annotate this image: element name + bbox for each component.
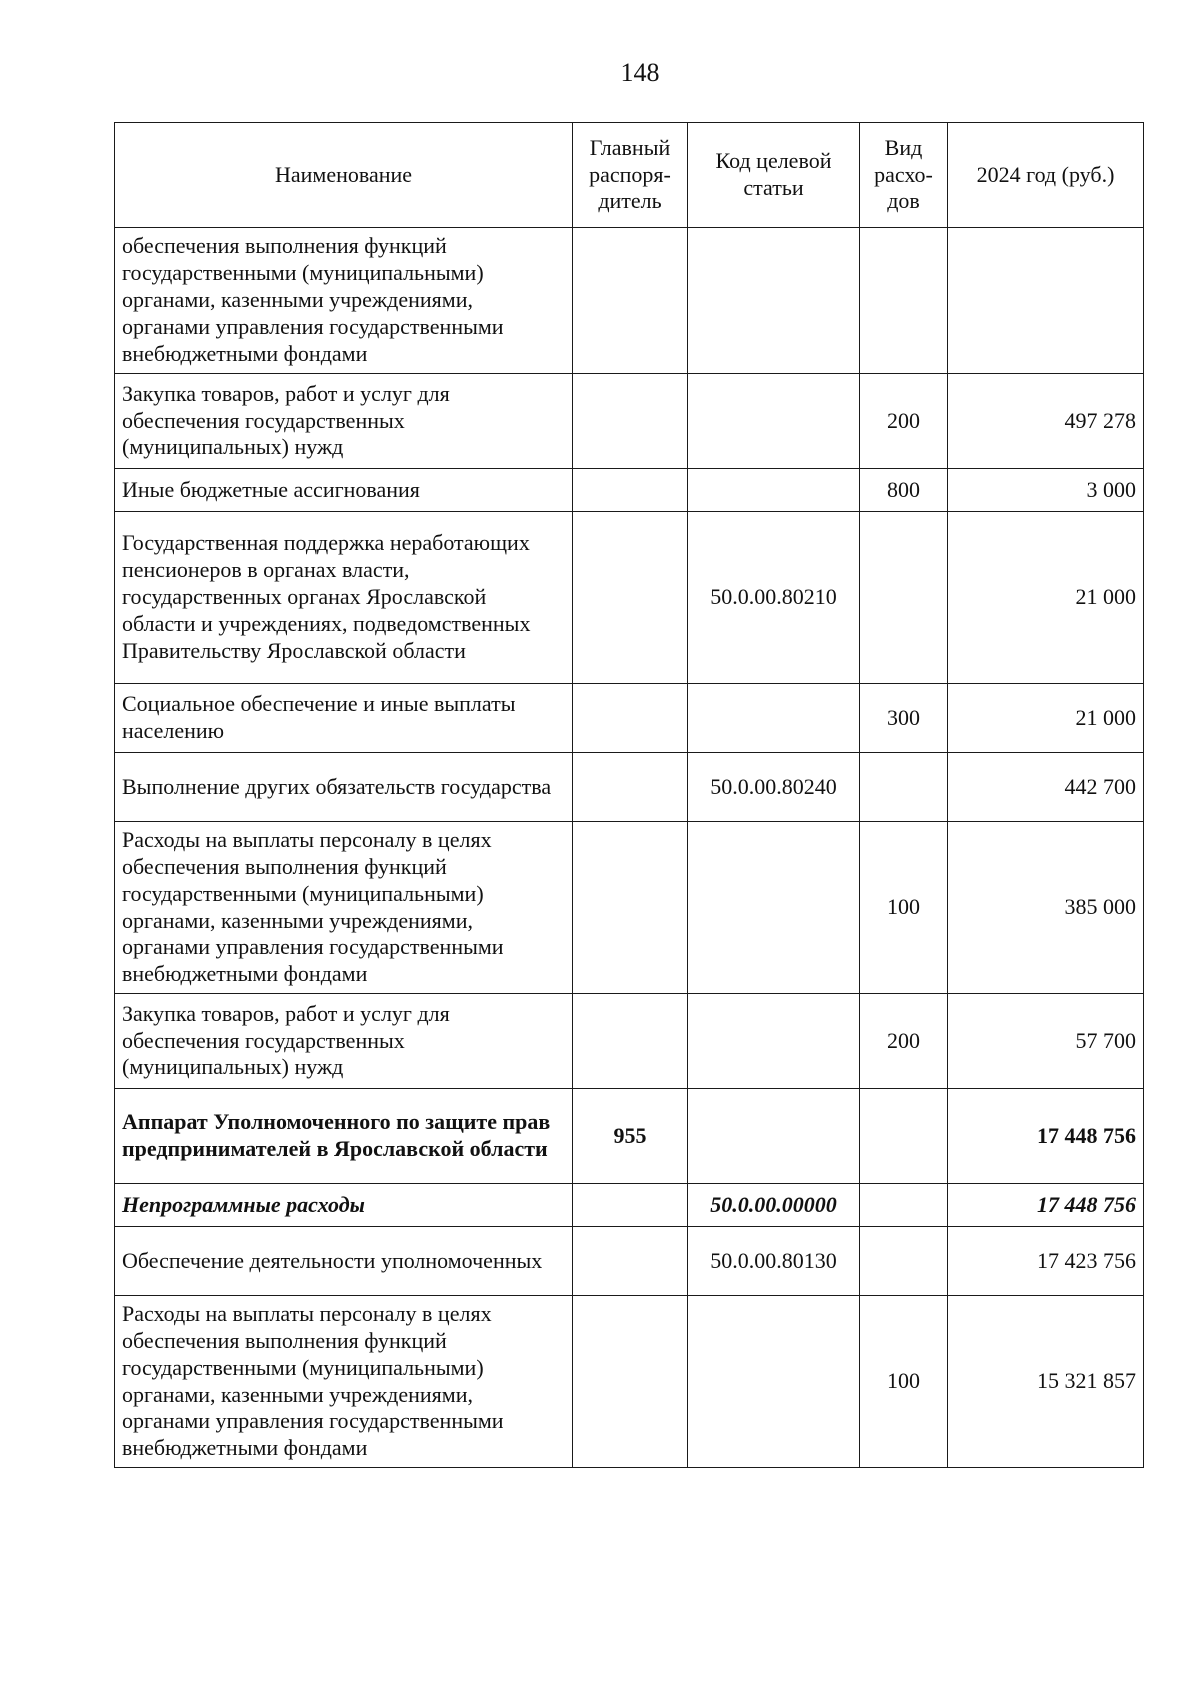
cell-name: Закупка товаров, работ и услуг для обеспечения государственных (муниципальных) нужд — [115, 374, 573, 469]
cell-expense-type — [860, 228, 948, 374]
cell-main-manager — [573, 374, 688, 469]
cell-main-manager — [573, 1296, 688, 1468]
cell-expense-type: 300 — [860, 684, 948, 753]
cell-name: Расходы на выплаты персоналу в целях обеспечения выполнения функций государственными (муниципальными) органами, казенными учреждениями, органами управления государственными внебюджетными фондами — [115, 822, 573, 994]
cell-expense-type: 100 — [860, 1296, 948, 1468]
table-row — [115, 1184, 1144, 1227]
cell-main-manager — [573, 469, 688, 512]
budget-table — [114, 122, 1144, 1468]
table-row — [115, 753, 1144, 822]
header-row — [115, 123, 1144, 228]
cell-amount: 385 000 — [948, 822, 1144, 994]
cell-expense-type: 200 — [860, 994, 948, 1089]
cell-main-manager — [573, 822, 688, 994]
cell-main-manager — [573, 753, 688, 822]
table-header — [115, 123, 1144, 228]
cell-target-code — [688, 822, 860, 994]
table-row — [115, 684, 1144, 753]
header-main-manager: Главный распоря-дитель — [573, 123, 688, 228]
header-name: Наименование — [115, 123, 573, 228]
cell-name: Непрограммные расходы — [115, 1184, 573, 1227]
header-year-amount: 2024 год (руб.) — [948, 123, 1144, 228]
table-body — [115, 228, 1144, 1468]
cell-amount: 3 000 — [948, 469, 1144, 512]
cell-expense-type — [860, 512, 948, 684]
cell-amount: 497 278 — [948, 374, 1144, 469]
cell-expense-type — [860, 753, 948, 822]
cell-amount: 17 448 756 — [948, 1184, 1144, 1227]
table-row — [115, 512, 1144, 684]
cell-target-code — [688, 684, 860, 753]
cell-main-manager — [573, 684, 688, 753]
table-row — [115, 994, 1144, 1089]
cell-name: Государственная поддержка неработающих пенсионеров в органах власти, государственных органах Ярославской области и учреждениях, подведомственных Правительству Ярославской области — [115, 512, 573, 684]
cell-target-code — [688, 374, 860, 469]
cell-main-manager — [573, 228, 688, 374]
cell-name: Социальное обеспечение и иные выплаты населению — [115, 684, 573, 753]
cell-name: Иные бюджетные ассигнования — [115, 469, 573, 512]
cell-expense-type — [860, 1184, 948, 1227]
cell-main-manager — [573, 994, 688, 1089]
cell-amount: 442 700 — [948, 753, 1144, 822]
cell-amount: 17 448 756 — [948, 1089, 1144, 1184]
cell-target-code — [688, 1089, 860, 1184]
table-row — [115, 374, 1144, 469]
cell-expense-type: 200 — [860, 374, 948, 469]
table-row — [115, 1296, 1144, 1468]
table-row — [115, 822, 1144, 994]
cell-amount: 15 321 857 — [948, 1296, 1144, 1468]
cell-main-manager: 955 — [573, 1089, 688, 1184]
cell-target-code — [688, 994, 860, 1089]
cell-name: обеспечения выполнения функций государственными (муниципальными) органами, казенными учреждениями, органами управления государственными внебюджетными фондами — [115, 228, 573, 374]
cell-name: Расходы на выплаты персоналу в целях обеспечения выполнения функций государственными (муниципальными) органами, казенными учреждениями, органами управления государственными внебюджетными фондами — [115, 1296, 573, 1468]
cell-name: Закупка товаров, работ и услуг для обеспечения государственных (муниципальных) нужд — [115, 994, 573, 1089]
cell-amount: 21 000 — [948, 512, 1144, 684]
cell-amount: 57 700 — [948, 994, 1144, 1089]
cell-name: Обеспечение деятельности уполномоченных — [115, 1227, 573, 1296]
cell-target-code: 50.0.00.80130 — [688, 1227, 860, 1296]
cell-expense-type: 800 — [860, 469, 948, 512]
cell-expense-type — [860, 1089, 948, 1184]
table-row — [115, 1089, 1144, 1184]
cell-amount — [948, 228, 1144, 374]
cell-amount: 21 000 — [948, 684, 1144, 753]
table-row — [115, 469, 1144, 512]
cell-target-code: 50.0.00.00000 — [688, 1184, 860, 1227]
cell-main-manager — [573, 1184, 688, 1227]
cell-target-code: 50.0.00.80210 — [688, 512, 860, 684]
cell-name: Выполнение других обязательств государства — [115, 753, 573, 822]
cell-name: Аппарат Уполномоченного по защите прав предпринимателей в Ярославской области — [115, 1089, 573, 1184]
page-number: 148 — [620, 58, 660, 87]
table-row — [115, 1227, 1144, 1296]
cell-target-code — [688, 469, 860, 512]
header-target-code: Код целевой статьи — [688, 123, 860, 228]
cell-expense-type: 100 — [860, 822, 948, 994]
header-expense-type: Вид расхо-дов — [860, 123, 948, 228]
cell-target-code — [688, 1296, 860, 1468]
cell-target-code — [688, 228, 860, 374]
cell-amount: 17 423 756 — [948, 1227, 1144, 1296]
cell-target-code: 50.0.00.80240 — [688, 753, 860, 822]
cell-expense-type — [860, 1227, 948, 1296]
cell-main-manager — [573, 512, 688, 684]
cell-main-manager — [573, 1227, 688, 1296]
table-row — [115, 228, 1144, 374]
